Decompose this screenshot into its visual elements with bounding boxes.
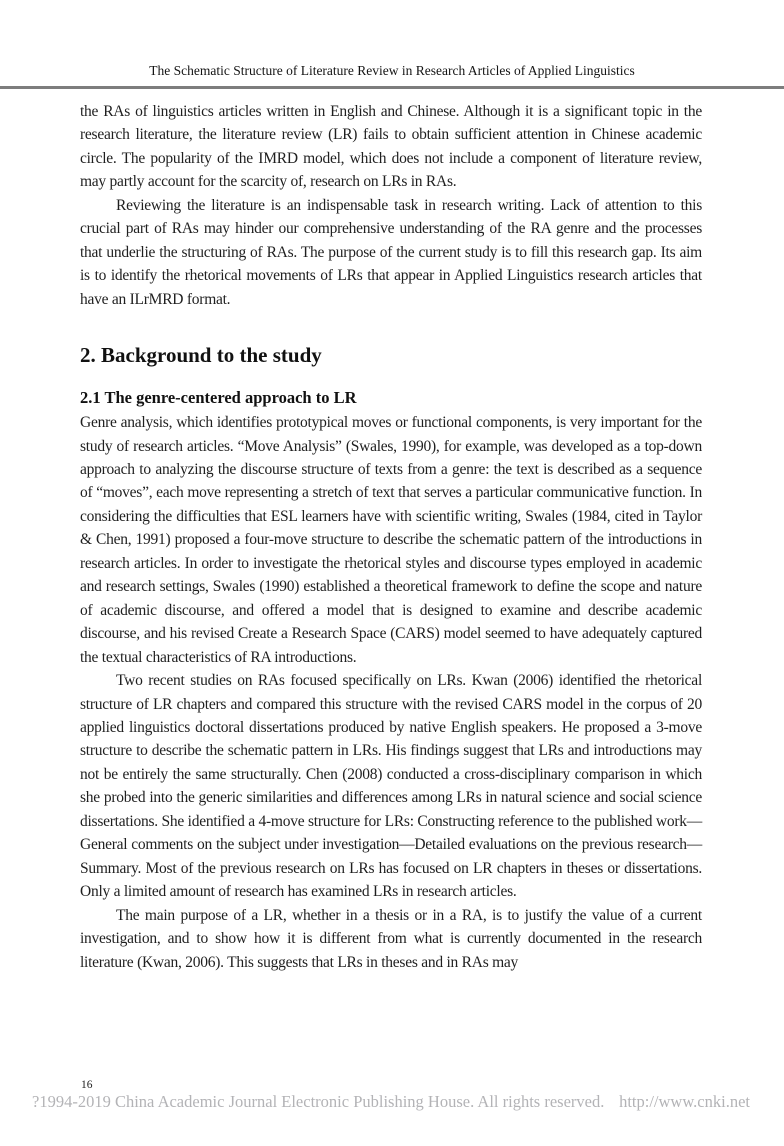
article-body bbox=[80, 100, 702, 974]
section-heading: 2. Background to the study bbox=[80, 343, 322, 368]
footer-copyright-row bbox=[32, 1092, 750, 1112]
paragraph: Genre analysis, which identifies prototypical moves or functional components, is very important for the study of research articles. “Move Analysis” (Swales, 1990), for example, was developed as a top-down approach to analyzing the discourse structure of texts from a genre: the text is described as a sequence of “moves”, each move representing a stretch of text that serves a particular communicative function. In considering the difficulties that ESL learners have with scientific writing, Swales (1984, cited in Taylor & Chen, 1991) proposed a four-move structure to describe the schematic pattern of the introductions in research articles. In order to investigate the rhetorical styles and discourse types employed in academic and research settings, Swales (1990) established a theoretical framework to define the scope and nature of academic discourse, and offered a model that is designed to examine and describe academic discourse, and his revised Create a Research Space (CARS) model seemed to have adequately captured the textual characteristics of RA introductions. bbox=[80, 414, 702, 666]
publisher-url: http://www.cnki.net bbox=[619, 1092, 750, 1111]
page-number: 16 bbox=[81, 1079, 93, 1091]
paragraph: Reviewing the literature is an indispensable task in research writing. Lack of attention to this crucial part of RAs may hinder our comprehensive understanding of the RA genre and the processes that underlie the structuring of RAs. The purpose of the current study is to fill this research gap. Its aim is to identify the rhetorical movements of LRs that appear in Applied Linguistics research articles that have an ILrMRD format. bbox=[80, 196, 702, 308]
paragraph: The main purpose of a LR, whether in a thesis or in a RA, is to justify the value of a current investigation, and to show how it is different from what is currently documented in the research literature (Kwan, 2006). This suggests that LRs in theses and in RAs may bbox=[80, 906, 702, 971]
header-rule bbox=[0, 86, 784, 89]
running-head-title: The Schematic Structure of Literature Review in Research Articles of Applied Linguistics bbox=[149, 63, 635, 78]
paragraph-continuation: the RAs of linguistics articles written in English and Chinese. Although it is a significant topic in the research literature, the literature review (LR) fails to obtain sufficient attention in Chinese academic circle. The popularity of the IMRD model, which does not include a component of literature review, may partly account for the scarcity of, research on LRs in RAs. bbox=[80, 103, 702, 191]
paragraph: Two recent studies on RAs focused specifically on LRs. Kwan (2006) identified the rhetorical structure of LR chapters and compared this structure with the revised CARS model in the corpus of 20 applied linguistics doctoral dissertations produced by native English speakers. He proposed a 3-move structure to describe the schematic pattern in LRs. His findings suggest that LRs and introductions may not be entirely the same structurally. Chen (2008) conducted a cross-disciplinary comparison in which she probed into the generic similarities and differences among LRs in natural science and social science dissertations. She identified a 4-move structure for LRs: Constructing reference to the published work—General comments on the subject under investigation—Detailed evaluations on the previous research—Summary. Most of the previous research on LRs has focused on LR chapters in theses or dissertations. Only a limited amount of research has examined LRs in research articles. bbox=[80, 672, 702, 901]
copyright-text: ?1994-2019 China Academic Journal Electronic Publishing House. All rights reserved. bbox=[32, 1092, 605, 1111]
subsection-heading: 2.1 The genre-centered approach to LR bbox=[80, 388, 357, 408]
